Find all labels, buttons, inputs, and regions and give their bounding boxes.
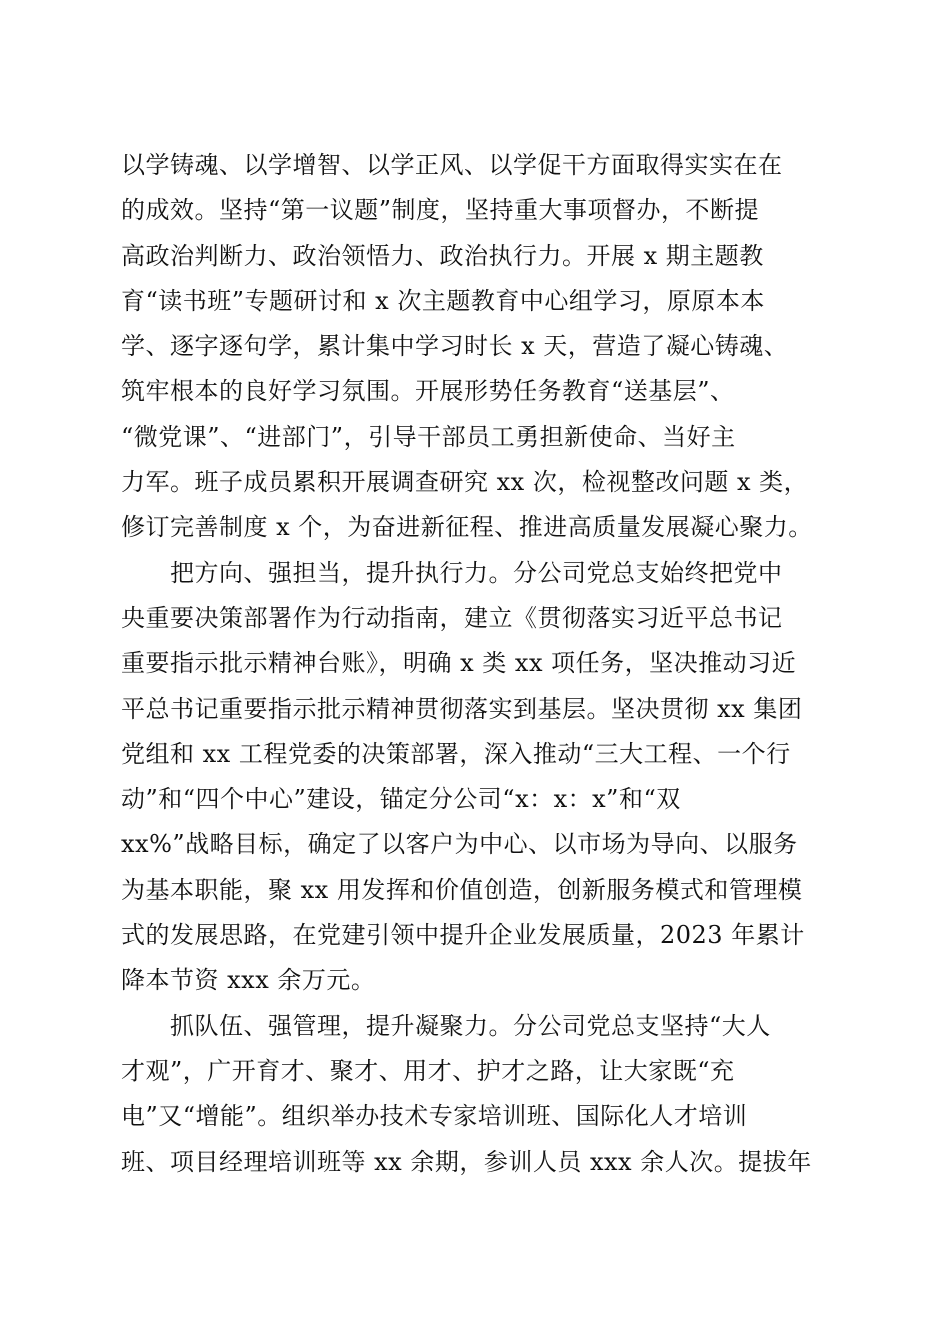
text-line: 央重要决策部署作为行动指南，建立《贯彻落实习近平总书记	[121, 603, 783, 632]
text-line: 以学铸魂、以学增智、以学正风、以学促干方面取得实实在在	[121, 151, 783, 179]
text-line: 平总书记重要指示批示精神贯彻落实到基层。坚决贯彻 xx 集团	[121, 694, 803, 723]
text-line: 电”又“增能”。组织举办技术专家培训班、国际化人才培训	[121, 1102, 748, 1131]
document-body	[121, 143, 831, 1185]
paragraph-start-line: 把方向、强担当，提升执行力。分公司党总支始终把党中	[121, 558, 783, 587]
text-line: 修订完善制度 x 个，为奋进新征程、推进高质量发展凝心聚力。	[121, 513, 813, 542]
text-line: 重要指示批示精神台账》，明确 x 类 xx 项任务，坚决推动习近	[121, 649, 797, 678]
text-line: 班、项目经理培训班等 xx 余期，参训人员 xxx 余人次。提拔年	[121, 1147, 812, 1176]
text-line: xx%”战略目标，确定了以客户为中心、以市场为导向、以服务	[121, 830, 798, 859]
text-line: 为基本职能，聚 xx 用发挥和价值创造，创新服务模式和管理模	[121, 875, 803, 904]
text-line: 动”和“四个中心”建设，锚定分公司“x：x：x”和“双	[121, 785, 681, 814]
text-line: 式的发展思路，在党建引领中提升企业发展质量，2023 年累计	[121, 921, 805, 950]
text-line: 育“读书班”专题研讨和 x 次主题教育中心组学习，原原本本	[121, 286, 765, 315]
text-line: 高政治判断力、政治领悟力、政治执行力。开展 x 期主题教	[121, 241, 764, 270]
text-line: 筑牢根本的良好学习氛围。开展形势任务教育“送基层”、	[121, 377, 735, 406]
text-line: 的成效。坚持“第一议题”制度，坚持重大事项督办，不断提	[121, 196, 760, 225]
paragraph-start-line: 抓队伍、强管理，提升凝聚力。分公司党总支坚持“大人	[121, 1011, 771, 1040]
text-line: 力军。班子成员累积开展调查研究 xx 次，检视整改问题 x 类，	[121, 468, 809, 497]
text-line: 党组和 xx 工程党委的决策部署，深入推动“三大工程、一个行	[121, 739, 791, 768]
text-line: 学、逐字逐句学，累计集中学习时长 x 天，营造了凝心铸魂、	[121, 332, 789, 361]
text-line: “微党课”、“进部门”，引导干部员工勇担新使命、当好主	[121, 422, 736, 451]
text-line: 才观”，广开育才、聚才、用才、护才之路，让大家既“充	[121, 1056, 735, 1085]
text-line: 降本节资 xxx 余万元。	[121, 966, 376, 995]
